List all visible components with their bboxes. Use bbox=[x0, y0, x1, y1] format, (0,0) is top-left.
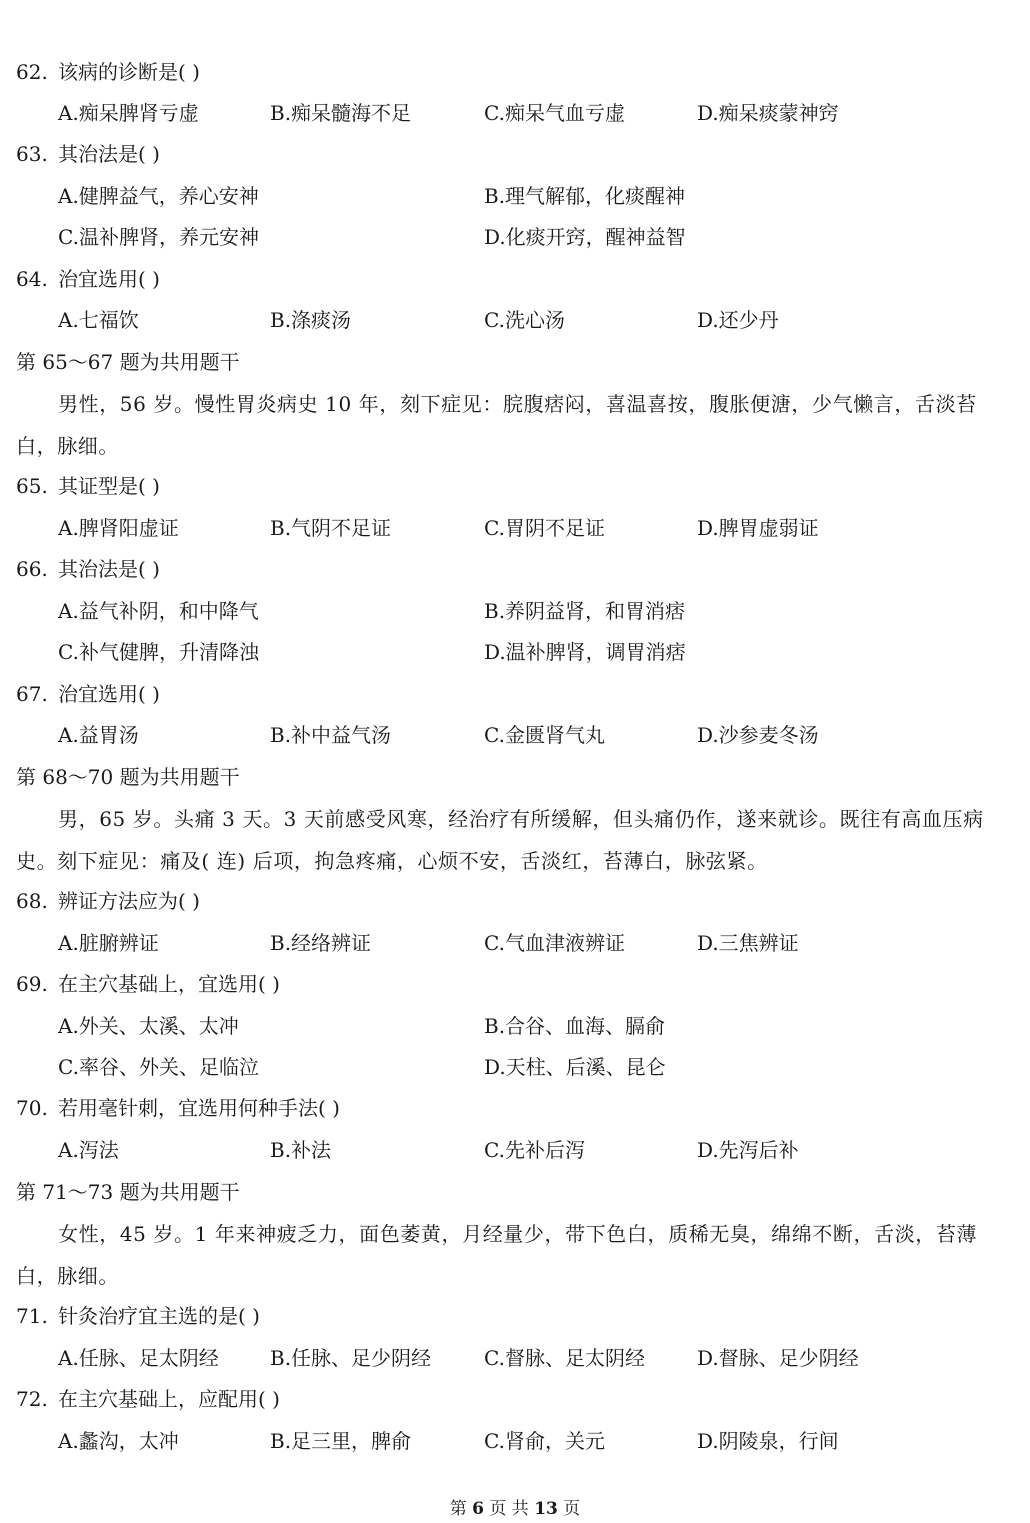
option-b: B.养阴益肾，和胃消痞 bbox=[484, 599, 686, 623]
question-text: 治宜选用( ) bbox=[58, 682, 160, 706]
option-a: A.泻法 bbox=[58, 1138, 119, 1162]
option-d: D.三焦辨证 bbox=[697, 931, 799, 955]
option-c: C.金匮肾气丸 bbox=[484, 723, 605, 747]
question-text: 其治法是( ) bbox=[58, 557, 160, 581]
option-a: A.健脾益气，养心安神 bbox=[58, 184, 259, 208]
question-number: 70. bbox=[16, 1096, 48, 1120]
option-b: B.气阴不足证 bbox=[270, 516, 392, 540]
question-68 bbox=[16, 886, 200, 916]
option-c: C.胃阴不足证 bbox=[484, 516, 605, 540]
question-text: 在主穴基础上，宜选用( ) bbox=[58, 972, 280, 996]
option-c: C.痴呆气血亏虚 bbox=[484, 101, 625, 125]
question-69 bbox=[16, 969, 280, 999]
option-a: A.益胃汤 bbox=[58, 723, 139, 747]
option-d: D.脾胃虚弱证 bbox=[697, 516, 819, 540]
option-b: B.经络辨证 bbox=[270, 931, 372, 955]
option-a: A.蠡沟，太冲 bbox=[58, 1429, 179, 1453]
option-b: B.理气解郁，化痰醒神 bbox=[484, 184, 686, 208]
current-page-number: 6 bbox=[472, 1499, 484, 1519]
question-text: 治宜选用( ) bbox=[58, 267, 160, 291]
option-d: D.温补脾肾，调胃消痞 bbox=[484, 640, 686, 664]
option-c: C.气血津液辨证 bbox=[484, 931, 625, 955]
footer-middle: 页 共 bbox=[489, 1499, 529, 1519]
option-c: C.温补脾肾，养元安神 bbox=[58, 225, 259, 249]
question-number: 63. bbox=[16, 142, 48, 166]
question-number: 65. bbox=[16, 474, 48, 498]
question-70 bbox=[16, 1093, 340, 1123]
question-text: 其证型是( ) bbox=[58, 474, 160, 498]
option-b: B.痴呆髓海不足 bbox=[270, 101, 412, 125]
question-text: 在主穴基础上，应配用( ) bbox=[58, 1387, 280, 1411]
question-71 bbox=[16, 1301, 260, 1331]
question-66 bbox=[16, 554, 160, 584]
page-footer bbox=[0, 1497, 1030, 1521]
footer-suffix: 页 bbox=[563, 1499, 581, 1519]
option-b: B.补中益气汤 bbox=[270, 723, 392, 747]
option-d: D.督脉、足少阴经 bbox=[697, 1346, 859, 1370]
question-63 bbox=[16, 139, 160, 169]
question-number: 67. bbox=[16, 682, 48, 706]
option-a: A.七福饮 bbox=[58, 308, 139, 332]
group-title: 第 68～70 题为共用题干 bbox=[16, 765, 240, 789]
option-c: C.督脉、足太阴经 bbox=[484, 1346, 645, 1370]
option-b: B.足三里，脾俞 bbox=[270, 1429, 412, 1453]
option-b: B.补法 bbox=[270, 1138, 332, 1162]
footer-prefix: 第 bbox=[449, 1499, 467, 1519]
question-text: 该病的诊断是( ) bbox=[58, 60, 200, 84]
case-stem: 女性，45 岁。1 年来神疲乏力，面色萎黄，月经量少，带下色白，质稀无臭，绵绵不断，舌淡，苔薄白，脉细。 bbox=[16, 1222, 978, 1288]
case-stem: 男性，56 岁。慢性胃炎病史 10 年，刻下症见：脘腹痞闷，喜温喜按，腹胀便溏，少气懒言，舌淡苔白，脉细。 bbox=[16, 392, 977, 458]
group-title: 第 71～73 题为共用题干 bbox=[16, 1180, 240, 1204]
option-c: C.洗心汤 bbox=[484, 308, 565, 332]
option-c: C.率谷、外关、足临泣 bbox=[58, 1055, 259, 1079]
option-b: B.涤痰汤 bbox=[270, 308, 352, 332]
question-65 bbox=[16, 471, 160, 501]
question-72 bbox=[16, 1384, 280, 1414]
option-a: A.脾肾阳虚证 bbox=[58, 516, 179, 540]
option-c: C.先补后泻 bbox=[484, 1138, 585, 1162]
option-c: C.补气健脾，升清降浊 bbox=[58, 640, 259, 664]
question-number: 62. bbox=[16, 60, 48, 84]
question-number: 72. bbox=[16, 1387, 48, 1411]
option-d: D.还少丹 bbox=[697, 308, 779, 332]
question-number: 69. bbox=[16, 972, 48, 996]
question-number: 66. bbox=[16, 557, 48, 581]
question-62 bbox=[16, 57, 200, 87]
option-d: D.痴呆痰蒙神窍 bbox=[697, 101, 839, 125]
option-a: A.任脉、足太阴经 bbox=[58, 1346, 219, 1370]
option-b: B.任脉、足少阴经 bbox=[270, 1346, 432, 1370]
case-stem: 男，65 岁。头痛 3 天。3 天前感受风寒，经治疗有所缓解，但头痛仍作，遂来就诊。既往有高血压病史。刻下症见：痛及( 连) 后项，拘急疼痛，心烦不安，舌淡红，苔薄白，脉弦紧。 bbox=[16, 807, 984, 873]
question-67 bbox=[16, 679, 160, 709]
question-text: 针灸治疗宜主选的是( ) bbox=[58, 1304, 260, 1328]
question-number: 71. bbox=[16, 1304, 48, 1328]
question-text: 若用毫针刺，宜选用何种手法( ) bbox=[58, 1096, 340, 1120]
option-a: A.痴呆脾肾亏虚 bbox=[58, 101, 199, 125]
question-64 bbox=[16, 264, 160, 294]
group-title: 第 65～67 题为共用题干 bbox=[16, 350, 240, 374]
question-text: 其治法是( ) bbox=[58, 142, 160, 166]
option-a: A.益气补阴，和中降气 bbox=[58, 599, 259, 623]
option-b: B.合谷、血海、膈俞 bbox=[484, 1014, 666, 1038]
question-number: 64. bbox=[16, 267, 48, 291]
option-c: C.肾俞，关元 bbox=[484, 1429, 605, 1453]
option-d: D.阴陵泉，行间 bbox=[697, 1429, 839, 1453]
option-d: D.天柱、后溪、昆仑 bbox=[484, 1055, 666, 1079]
option-a: A.外关、太溪、太冲 bbox=[58, 1014, 239, 1038]
option-a: A.脏腑辨证 bbox=[58, 931, 159, 955]
option-d: D.沙参麦冬汤 bbox=[697, 723, 819, 747]
option-d: D.先泻后补 bbox=[697, 1138, 799, 1162]
question-number: 68. bbox=[16, 889, 48, 913]
total-pages: 13 bbox=[534, 1499, 558, 1519]
question-text: 辨证方法应为( ) bbox=[58, 889, 200, 913]
option-d: D.化痰开窍，醒神益智 bbox=[484, 225, 686, 249]
